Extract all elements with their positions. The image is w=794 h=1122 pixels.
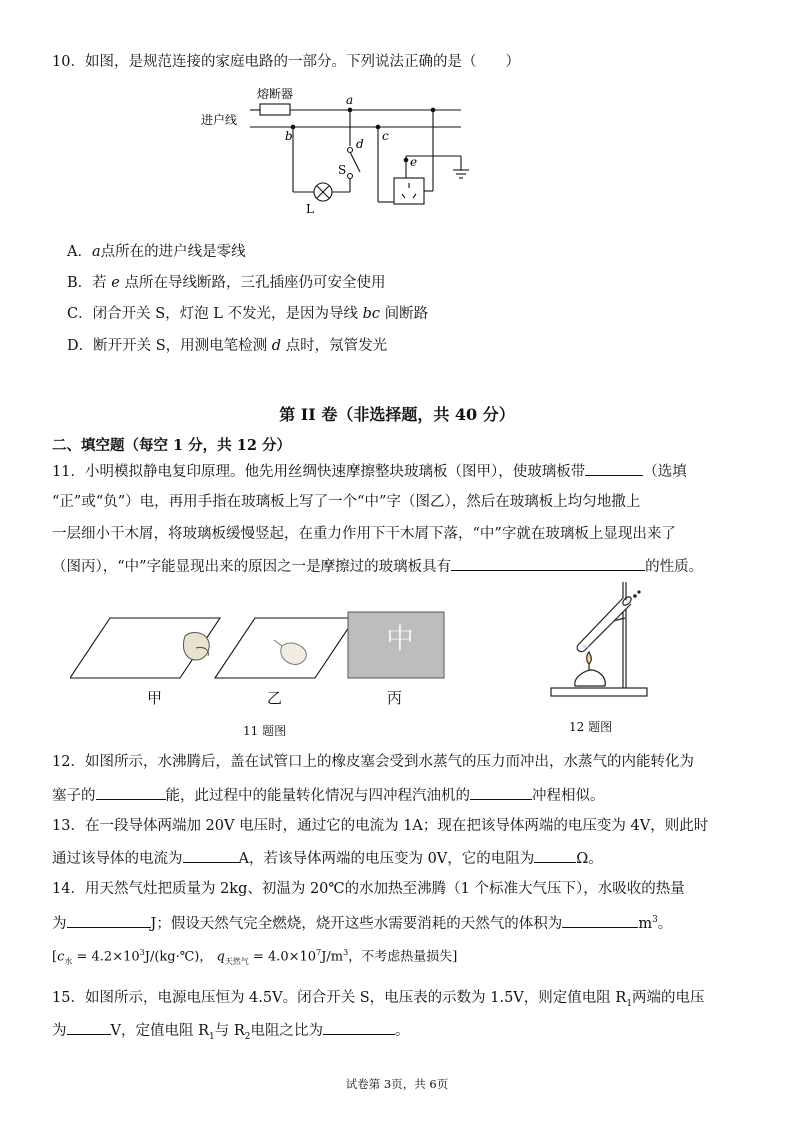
option-d[interactable]: D．断开开关 S，用测电笔检测 d 点时，氖管发光 <box>67 338 388 354</box>
q14-blank1[interactable] <box>67 912 151 928</box>
q15-line2: 为 V，定值电阻 $R_1$与 $R_2$电阻之比为 。 <box>52 1019 410 1047</box>
q11-caption: 11 题图 <box>243 724 287 738</box>
q13-line2: 通过该导体的电流为 A，若该导体两端的电压变为 0V，它的电阻为 Ω。 <box>52 847 603 869</box>
q12-line2: 塞子的 能，此过程中的能量转化情况与四冲程汽油机的 冲程相似。 <box>52 784 605 806</box>
section2-heading: 二、填空题（每空 1 分，共 12 分） <box>52 437 291 454</box>
fuse-label: 熔断器 <box>257 87 294 101</box>
q11-zhong-char: 中 <box>386 622 415 655</box>
q14-blank2[interactable] <box>562 912 638 928</box>
label-bing: 丙 <box>387 689 403 707</box>
switch-s-label: S <box>338 163 347 177</box>
q11-line4: （图丙），“中”字能显现出来的原因之一是摩擦过的玻璃板具有 的性质。 <box>52 555 703 577</box>
q11-blank2[interactable] <box>451 555 645 571</box>
point-b-label: b <box>285 129 293 143</box>
point-d-label: d <box>356 137 364 151</box>
point-e-label: e <box>410 155 418 169</box>
q14-line2: 为 J；假设天然气完全燃烧，烧开这些水需要消耗的天然气的体积为 $m^3$。 <box>52 910 672 934</box>
q11-line2: “正”或“负”）电，再用手指在玻璃板上写了一个“中”字（图乙），然后在玻璃板上均匀地撒上 <box>52 494 641 510</box>
q13-blank1[interactable] <box>183 847 239 863</box>
q12-test-tube-figure <box>545 578 655 706</box>
q13-line1: 13．在一段导体两端加 20V 电压时，通过它的电流为 1A；现在把该导体两端的电压变为 4V，则此时 <box>52 818 709 834</box>
q11-line1: 11．小明模拟静电复印原理。他先用丝绸快速摩擦整块玻璃板（图甲），使玻璃板带 （选填 <box>52 460 687 482</box>
label-jia: 甲 <box>147 689 163 707</box>
q14-given-data: [$c_水$ = $4.2\times 10^3J/(kg\cdot℃)$， $q_{天然气} = 4.0\times 10^7J/m^3$，不考虑热量损失] <box>52 948 458 966</box>
q15-blank1[interactable] <box>67 1019 111 1035</box>
household-circuit-diagram <box>195 80 485 220</box>
q11-line3: 一层细小干木屑，将玻璃板缓慢竖起，在重力作用下干木屑下落，“中”字就在玻璃板上显现出来了 <box>52 526 676 542</box>
lamp-l-label: L <box>306 202 314 216</box>
page-footer: 试卷第 3页，共 6页 <box>345 1077 449 1091</box>
q14-line1: 14．用天然气灶把质量为 2kg、初温为 20℃的水加热至沸腾（1 个标准大气压下），水吸收的热量 <box>52 881 685 897</box>
q12-blank1[interactable] <box>96 784 166 800</box>
part2-title: 第 II 卷（非选择题，共 40 分） <box>279 405 515 424</box>
q15-line1: 15．如图所示，电源电压恒为 4.5V。闭合开关 S，电压表的示数为 1.5V，则定值电阻 $R_1$两端的电压 <box>52 990 705 1009</box>
option-c[interactable]: C．闭合开关 S，灯泡 L 不发光，是因为导线 bc 间断路 <box>67 306 429 322</box>
q12-line1: 12．如图所示，水沸腾后，盖在试管口上的橡皮塞会受到水蒸气的压力而冲出，水蒸气的内能转化为 <box>52 754 694 770</box>
q15-blank2[interactable] <box>323 1019 395 1035</box>
q11-blank1[interactable] <box>585 460 643 476</box>
q12-blank2[interactable] <box>470 784 532 800</box>
point-a-label: a <box>346 93 354 107</box>
q10-stem: 10．如图，是规范连接的家庭电路的一部分。下列说法正确的是（ ） <box>52 54 520 70</box>
label-yi: 乙 <box>267 689 283 707</box>
q12-caption: 12 题图 <box>569 720 613 734</box>
entry-line-label: 进户线 <box>201 113 238 127</box>
option-b[interactable]: B．若 e 点所在导线断路，三孔插座仍可安全使用 <box>67 275 386 291</box>
point-c-label: c <box>382 129 389 143</box>
option-a[interactable]: A．a点所在的进户线是零线 <box>67 244 246 260</box>
q13-blank2[interactable] <box>534 847 576 863</box>
